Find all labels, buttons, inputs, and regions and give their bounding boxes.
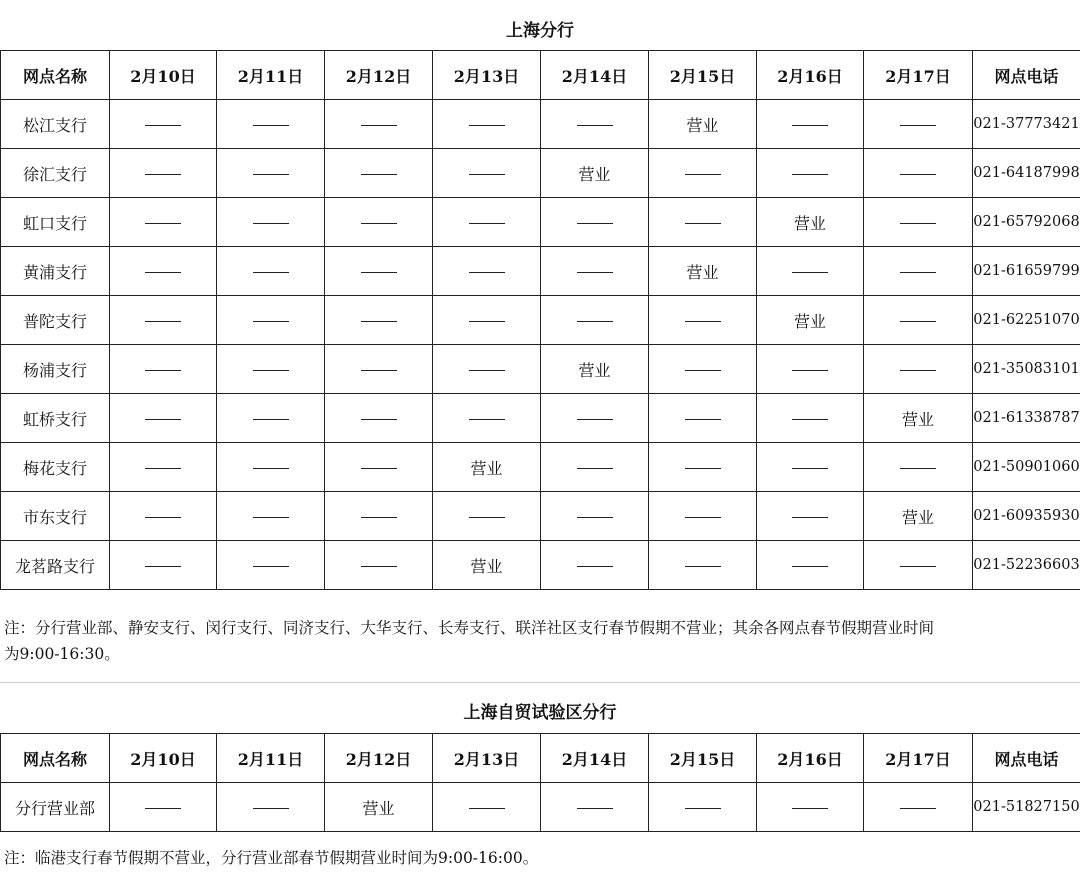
closed-status-cell bbox=[433, 198, 541, 247]
open-status-cell: 营业 bbox=[325, 783, 433, 832]
closed-dash bbox=[469, 272, 505, 273]
closed-dash bbox=[253, 468, 289, 469]
table-header-row bbox=[1, 734, 1080, 783]
closed-status-cell bbox=[217, 247, 325, 296]
closed-dash bbox=[253, 223, 289, 224]
closed-status-cell bbox=[649, 149, 757, 198]
closed-status-cell bbox=[433, 394, 541, 443]
section-divider bbox=[0, 682, 1080, 683]
table-row bbox=[1, 394, 1080, 443]
closed-dash bbox=[685, 808, 721, 809]
branch-name-cell: 市东支行 bbox=[1, 492, 110, 541]
closed-dash bbox=[361, 517, 397, 518]
table-row bbox=[1, 492, 1080, 541]
closed-status-cell bbox=[217, 345, 325, 394]
column-header: 2月12日 bbox=[325, 734, 433, 783]
closed-dash bbox=[900, 468, 936, 469]
closed-status-cell bbox=[649, 345, 757, 394]
closed-dash bbox=[145, 223, 181, 224]
branch-name-cell: 普陀支行 bbox=[1, 296, 110, 345]
closed-status-cell bbox=[433, 247, 541, 296]
closed-dash bbox=[469, 321, 505, 322]
branch-name-cell: 梅花支行 bbox=[1, 443, 110, 492]
closed-status-cell bbox=[217, 296, 325, 345]
closed-dash bbox=[792, 808, 828, 809]
closed-status-cell bbox=[864, 296, 973, 345]
closed-dash bbox=[253, 808, 289, 809]
open-status-cell: 营业 bbox=[433, 541, 541, 590]
closed-dash bbox=[577, 125, 613, 126]
closed-status-cell bbox=[110, 149, 217, 198]
branch-phone-cell: 021-64187998 bbox=[973, 149, 1080, 198]
closed-dash bbox=[900, 272, 936, 273]
closed-status-cell bbox=[110, 443, 217, 492]
closed-dash bbox=[577, 223, 613, 224]
closed-dash bbox=[900, 321, 936, 322]
closed-status-cell bbox=[110, 394, 217, 443]
closed-status-cell bbox=[110, 198, 217, 247]
closed-dash bbox=[685, 517, 721, 518]
closed-status-cell bbox=[433, 149, 541, 198]
closed-dash bbox=[685, 321, 721, 322]
closed-dash bbox=[361, 174, 397, 175]
shanghai-branch-title: 上海分行 bbox=[506, 21, 574, 41]
branch-name-cell: 徐汇支行 bbox=[1, 149, 110, 198]
closed-status-cell bbox=[541, 247, 649, 296]
closed-status-cell bbox=[433, 296, 541, 345]
open-status-cell: 营业 bbox=[433, 443, 541, 492]
closed-dash bbox=[361, 419, 397, 420]
column-header: 2月15日 bbox=[649, 51, 757, 100]
closed-status-cell bbox=[325, 345, 433, 394]
closed-dash bbox=[361, 468, 397, 469]
column-header: 2月16日 bbox=[757, 51, 864, 100]
closed-dash bbox=[361, 370, 397, 371]
column-header: 2月13日 bbox=[433, 734, 541, 783]
closed-dash bbox=[145, 808, 181, 809]
closed-dash bbox=[469, 517, 505, 518]
closed-status-cell bbox=[649, 394, 757, 443]
closed-status-cell bbox=[649, 541, 757, 590]
closed-status-cell bbox=[541, 198, 649, 247]
closed-status-cell bbox=[217, 394, 325, 443]
closed-dash bbox=[361, 223, 397, 224]
closed-dash bbox=[900, 808, 936, 809]
table-row bbox=[1, 443, 1080, 492]
closed-status-cell bbox=[433, 345, 541, 394]
open-status-cell: 营业 bbox=[649, 247, 757, 296]
closed-dash bbox=[253, 517, 289, 518]
column-header: 2月16日 bbox=[757, 734, 864, 783]
closed-dash bbox=[577, 808, 613, 809]
closed-dash bbox=[469, 223, 505, 224]
closed-status-cell bbox=[649, 296, 757, 345]
table-row bbox=[1, 296, 1080, 345]
column-header: 2月11日 bbox=[217, 734, 325, 783]
closed-status-cell bbox=[325, 541, 433, 590]
closed-status-cell bbox=[864, 198, 973, 247]
closed-status-cell bbox=[325, 394, 433, 443]
open-status-cell: 营业 bbox=[541, 149, 649, 198]
closed-dash bbox=[900, 223, 936, 224]
closed-status-cell bbox=[433, 783, 541, 832]
closed-dash bbox=[685, 419, 721, 420]
closed-dash bbox=[145, 468, 181, 469]
closed-status-cell bbox=[325, 149, 433, 198]
branch-name-cell: 黄浦支行 bbox=[1, 247, 110, 296]
closed-status-cell bbox=[864, 100, 973, 149]
column-header: 网点名称 bbox=[1, 51, 110, 100]
closed-status-cell bbox=[757, 394, 864, 443]
closed-dash bbox=[469, 370, 505, 371]
closed-status-cell bbox=[757, 247, 864, 296]
open-status-cell: 营业 bbox=[649, 100, 757, 149]
shanghai-note-line-1: 注：分行营业部、静安支行、闵行支行、同济支行、大华支行、长寿支行、联洋社区支行春节假期不营业；其余各网点春节假期营业时间 bbox=[4, 619, 935, 637]
shanghai-note-line-2: 为9:00-16:30。 bbox=[4, 645, 120, 663]
closed-dash bbox=[685, 223, 721, 224]
table-row bbox=[1, 100, 1080, 149]
closed-dash bbox=[253, 370, 289, 371]
closed-dash bbox=[145, 566, 181, 567]
closed-status-cell bbox=[864, 345, 973, 394]
column-header: 2月17日 bbox=[864, 734, 973, 783]
closed-dash bbox=[685, 566, 721, 567]
closed-status-cell bbox=[649, 783, 757, 832]
closed-status-cell bbox=[217, 100, 325, 149]
closed-dash bbox=[145, 272, 181, 273]
branch-phone-cell: 021-35083101 bbox=[973, 345, 1080, 394]
closed-dash bbox=[792, 174, 828, 175]
closed-dash bbox=[900, 174, 936, 175]
closed-dash bbox=[685, 174, 721, 175]
closed-dash bbox=[253, 566, 289, 567]
closed-status-cell bbox=[541, 443, 649, 492]
table-row bbox=[1, 247, 1080, 296]
branch-phone-cell: 021-50901060 bbox=[973, 443, 1080, 492]
ftz-schedule-table bbox=[0, 733, 1080, 832]
closed-dash bbox=[145, 419, 181, 420]
ftz-note-line: 注：临港支行春节假期不营业，分行营业部春节假期营业时间为9:00-16:00。 bbox=[4, 849, 539, 867]
table-row bbox=[1, 541, 1080, 590]
closed-status-cell bbox=[649, 443, 757, 492]
closed-status-cell bbox=[541, 296, 649, 345]
branch-phone-cell: 021-62251070 bbox=[973, 296, 1080, 345]
branch-phone-cell: 021-61338787 bbox=[973, 394, 1080, 443]
closed-dash bbox=[792, 125, 828, 126]
closed-status-cell bbox=[325, 198, 433, 247]
closed-status-cell bbox=[864, 149, 973, 198]
column-header: 2月12日 bbox=[325, 51, 433, 100]
closed-dash bbox=[900, 125, 936, 126]
closed-status-cell bbox=[757, 783, 864, 832]
closed-dash bbox=[685, 468, 721, 469]
shanghai-note bbox=[4, 615, 1076, 667]
closed-status-cell bbox=[325, 247, 433, 296]
closed-dash bbox=[577, 419, 613, 420]
closed-dash bbox=[577, 321, 613, 322]
column-header: 2月11日 bbox=[217, 51, 325, 100]
column-header: 网点名称 bbox=[1, 734, 110, 783]
branch-name-cell: 虹桥支行 bbox=[1, 394, 110, 443]
table-row bbox=[1, 345, 1080, 394]
closed-status-cell bbox=[217, 198, 325, 247]
open-status-cell: 营业 bbox=[757, 198, 864, 247]
column-header: 2月14日 bbox=[541, 734, 649, 783]
closed-status-cell bbox=[325, 100, 433, 149]
closed-status-cell bbox=[110, 541, 217, 590]
closed-dash bbox=[145, 370, 181, 371]
table-row bbox=[1, 149, 1080, 198]
closed-status-cell bbox=[110, 492, 217, 541]
branch-name-cell: 分行营业部 bbox=[1, 783, 110, 832]
closed-dash bbox=[145, 321, 181, 322]
column-header: 2月17日 bbox=[864, 51, 973, 100]
closed-dash bbox=[253, 321, 289, 322]
closed-status-cell bbox=[541, 783, 649, 832]
closed-status-cell bbox=[541, 541, 649, 590]
column-header: 2月10日 bbox=[110, 51, 217, 100]
closed-dash bbox=[792, 468, 828, 469]
closed-status-cell bbox=[757, 149, 864, 198]
branch-phone-cell: 021-52236603 bbox=[973, 541, 1080, 590]
closed-dash bbox=[361, 272, 397, 273]
branch-name-cell: 龙茗路支行 bbox=[1, 541, 110, 590]
shanghai-schedule-table bbox=[0, 50, 1080, 590]
closed-status-cell bbox=[217, 149, 325, 198]
closed-dash bbox=[253, 272, 289, 273]
closed-dash bbox=[145, 517, 181, 518]
closed-status-cell bbox=[325, 492, 433, 541]
closed-status-cell bbox=[433, 492, 541, 541]
column-header: 2月13日 bbox=[433, 51, 541, 100]
closed-dash bbox=[577, 272, 613, 273]
closed-status-cell bbox=[217, 783, 325, 832]
closed-status-cell bbox=[217, 541, 325, 590]
closed-dash bbox=[792, 419, 828, 420]
column-header: 网点电话 bbox=[973, 51, 1080, 100]
open-status-cell: 营业 bbox=[864, 492, 973, 541]
closed-dash bbox=[361, 566, 397, 567]
closed-dash bbox=[900, 566, 936, 567]
branch-name-cell: 杨浦支行 bbox=[1, 345, 110, 394]
closed-dash bbox=[900, 370, 936, 371]
closed-dash bbox=[685, 370, 721, 371]
closed-status-cell bbox=[757, 492, 864, 541]
closed-dash bbox=[145, 125, 181, 126]
ftz-note bbox=[4, 845, 1076, 871]
column-header: 2月14日 bbox=[541, 51, 649, 100]
closed-status-cell bbox=[757, 541, 864, 590]
closed-status-cell bbox=[757, 443, 864, 492]
closed-status-cell bbox=[217, 443, 325, 492]
column-header: 网点电话 bbox=[973, 734, 1080, 783]
open-status-cell: 营业 bbox=[864, 394, 973, 443]
closed-dash bbox=[361, 321, 397, 322]
closed-dash bbox=[792, 370, 828, 371]
branch-name-cell: 松江支行 bbox=[1, 100, 110, 149]
closed-dash bbox=[253, 174, 289, 175]
closed-dash bbox=[792, 517, 828, 518]
closed-status-cell bbox=[110, 783, 217, 832]
branch-name-cell: 虹口支行 bbox=[1, 198, 110, 247]
branch-phone-cell: 021-65792068 bbox=[973, 198, 1080, 247]
closed-dash bbox=[469, 419, 505, 420]
closed-dash bbox=[145, 174, 181, 175]
branch-phone-cell: 021-37773421 bbox=[973, 100, 1080, 149]
closed-dash bbox=[792, 272, 828, 273]
closed-dash bbox=[253, 419, 289, 420]
closed-dash bbox=[577, 566, 613, 567]
table-header-row bbox=[1, 51, 1080, 100]
closed-status-cell bbox=[864, 247, 973, 296]
closed-status-cell bbox=[864, 443, 973, 492]
closed-dash bbox=[792, 566, 828, 567]
closed-status-cell bbox=[325, 443, 433, 492]
closed-status-cell bbox=[649, 492, 757, 541]
closed-dash bbox=[469, 808, 505, 809]
closed-status-cell bbox=[110, 296, 217, 345]
open-status-cell: 营业 bbox=[541, 345, 649, 394]
closed-dash bbox=[253, 125, 289, 126]
closed-status-cell bbox=[541, 100, 649, 149]
closed-status-cell bbox=[541, 394, 649, 443]
closed-status-cell bbox=[864, 783, 973, 832]
closed-dash bbox=[469, 125, 505, 126]
closed-status-cell bbox=[433, 100, 541, 149]
branch-phone-cell: 021-51827150 bbox=[973, 783, 1080, 832]
closed-status-cell bbox=[325, 296, 433, 345]
table-row bbox=[1, 198, 1080, 247]
closed-dash bbox=[469, 174, 505, 175]
closed-status-cell bbox=[110, 100, 217, 149]
closed-status-cell bbox=[110, 247, 217, 296]
closed-status-cell bbox=[864, 541, 973, 590]
column-header: 2月10日 bbox=[110, 734, 217, 783]
closed-dash bbox=[577, 517, 613, 518]
closed-status-cell bbox=[110, 345, 217, 394]
ftz-branch-title: 上海自贸试验区分行 bbox=[463, 703, 617, 723]
closed-dash bbox=[577, 468, 613, 469]
closed-status-cell bbox=[757, 345, 864, 394]
open-status-cell: 营业 bbox=[757, 296, 864, 345]
closed-status-cell bbox=[541, 492, 649, 541]
closed-status-cell bbox=[217, 492, 325, 541]
closed-dash bbox=[361, 125, 397, 126]
closed-status-cell bbox=[757, 100, 864, 149]
column-header: 2月15日 bbox=[649, 734, 757, 783]
table-row bbox=[1, 783, 1080, 832]
branch-phone-cell: 021-60935930 bbox=[973, 492, 1080, 541]
closed-status-cell bbox=[649, 198, 757, 247]
branch-phone-cell: 021-61659799 bbox=[973, 247, 1080, 296]
